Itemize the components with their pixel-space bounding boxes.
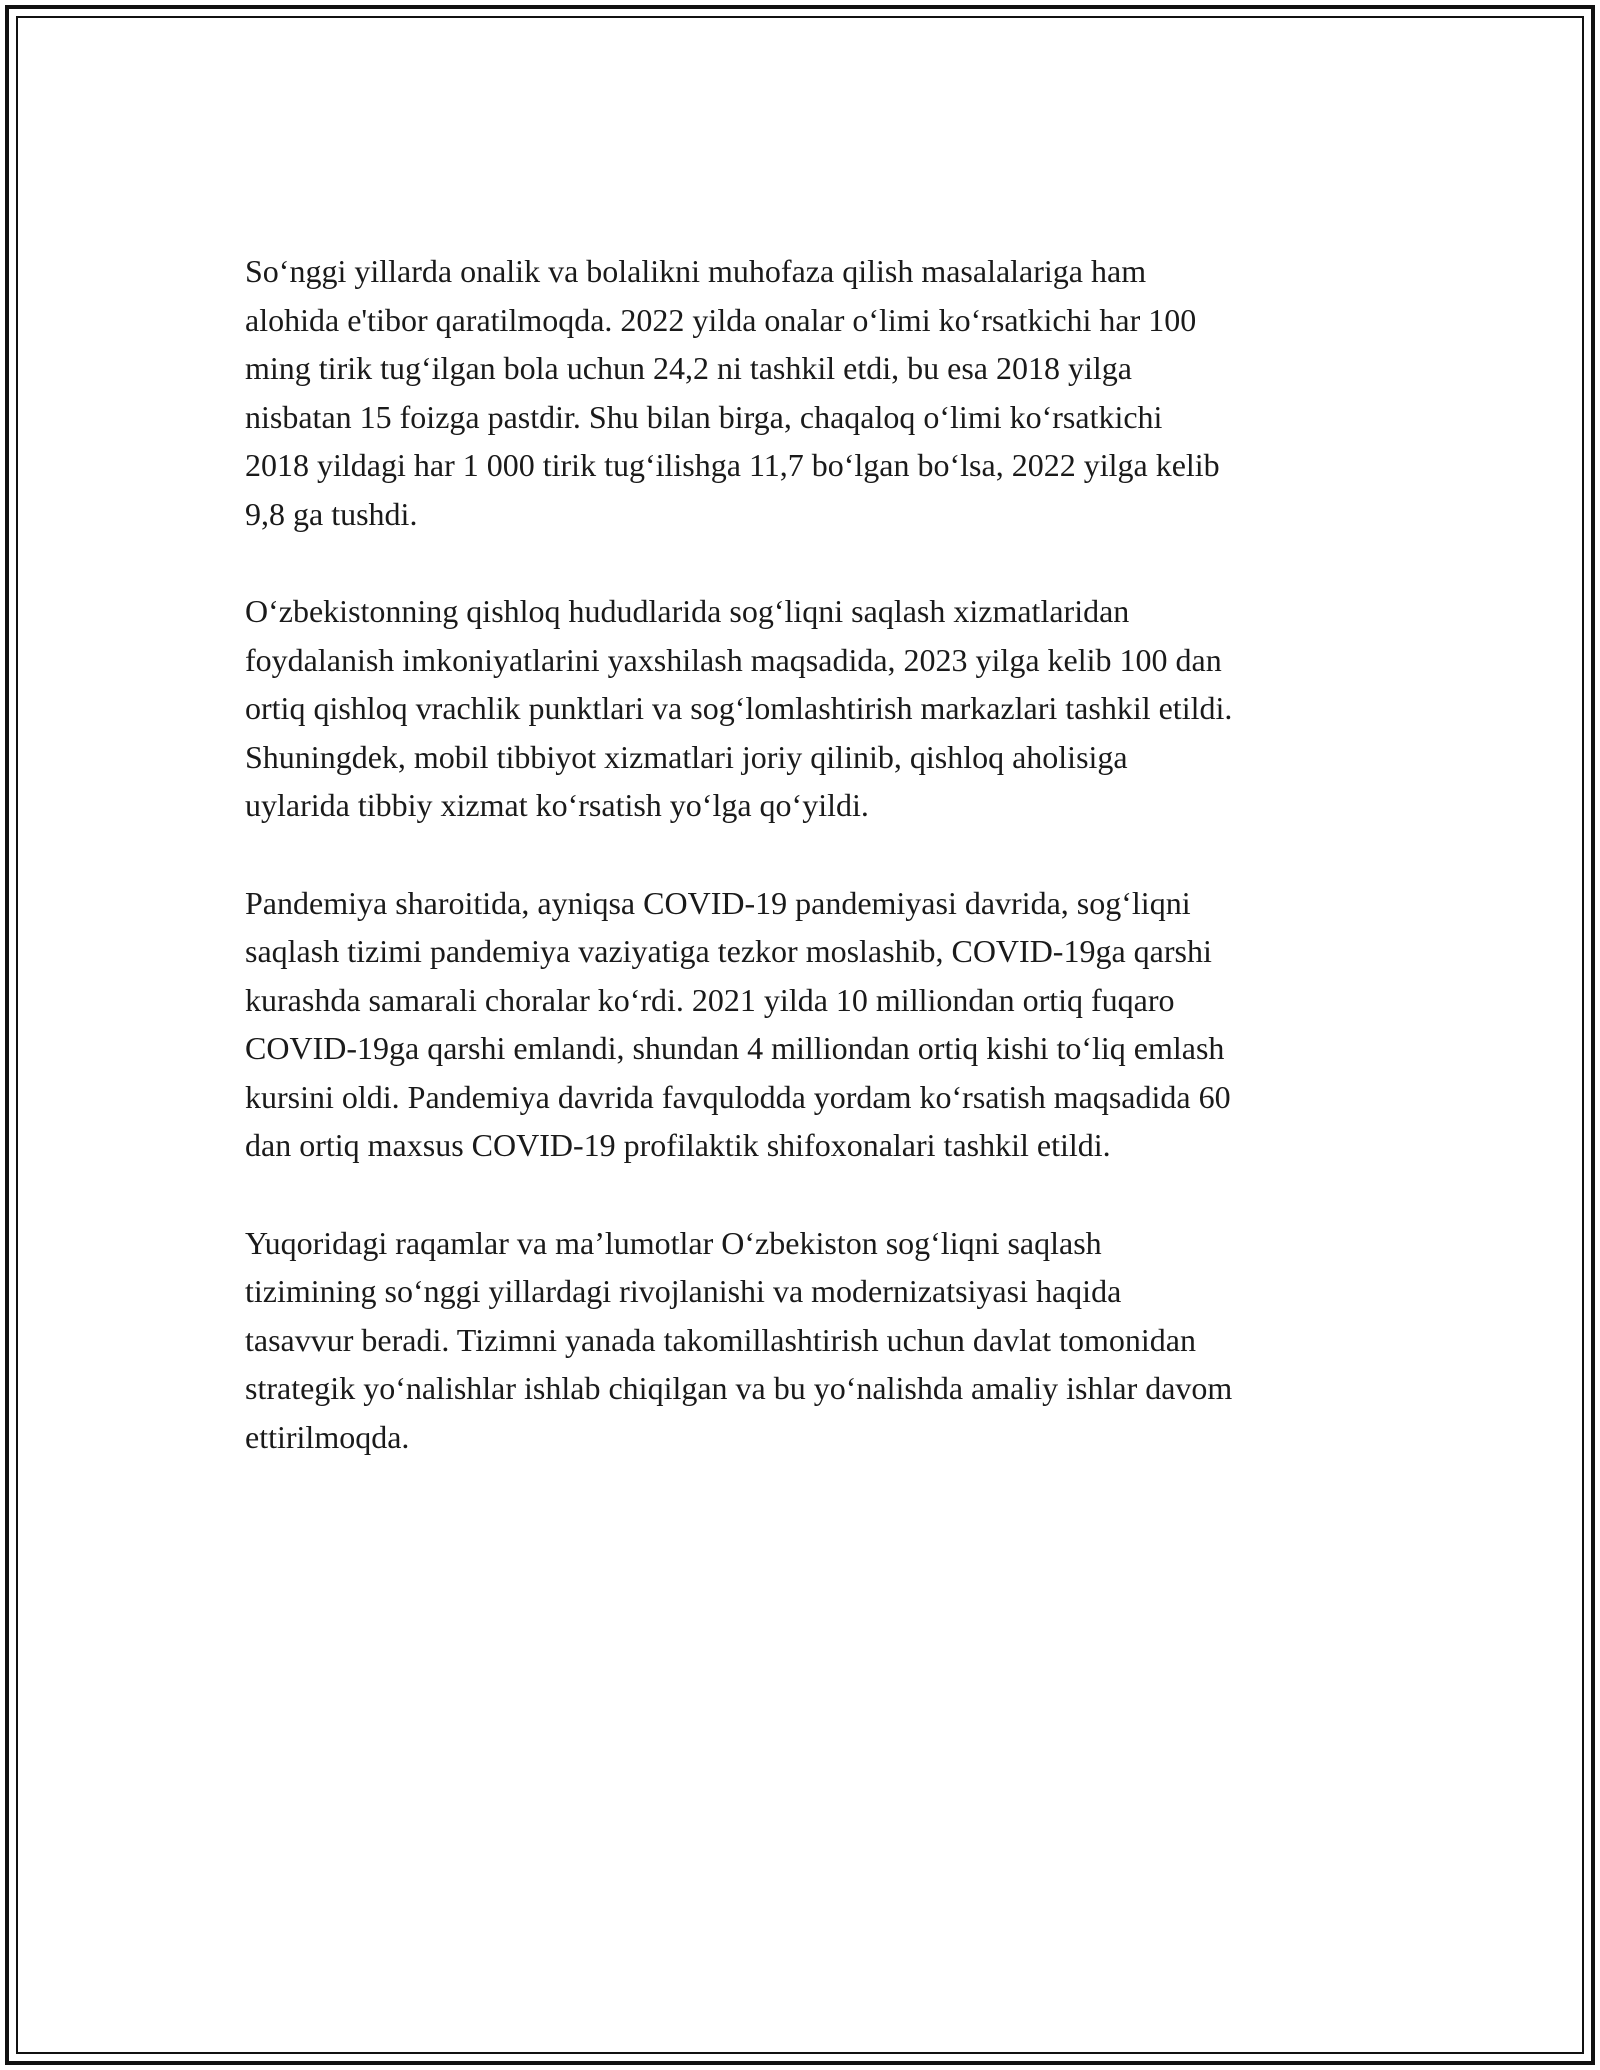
paragraph-rural-healthcare: O‘zbekistonning qishloq hududlarida sog‘liqni saqlash xizmatlaridan foydalanish imkoniyatlarini yaxshilash maqsadida, 2023 yilga kelib 100 dan ortiq qishloq vrachlik punktlari va sog‘lomlashtirish markazlari tashkil etildi. Shuningdek, mobil tibbiyot xizmatlari joriy qilinib, qishloq aholisiga uylarida tibbiy xizmat ko‘rsatish yo‘lga qo‘yildi.	[245, 593, 1233, 823]
paragraph-covid-19-response: Pandemiya sharoitida, ayniqsa COVID-19 pandemiyasi davrida, sog‘liqni saqlash tizimi pandemiya vaziyatiga tezkor moslashib, COVID-19ga qarshi kurashda samarali choralar ko‘rdi. 2021 yilda 10 milliondan ortiq fuqaro COVID-19ga qarshi emlandi, shundan 4 milliondan ortiq kishi to‘liq emlash kursini oldi. Pandemiya davrida favqulodda yordam ko‘rsatish maqsadida 60 dan ortiq maxsus COVID-19 profilaktik shifoxonalari tashkil etildi.	[245, 884, 1231, 1163]
page-border	[5, 5, 1595, 2065]
paragraph-maternal-child-health: So‘nggi yillarda onalik va bolalikni muhofaza qilish masalalariga ham alohida e'tibor qaratilmoqda. 2022 yilda onalar o‘limi ko‘rsatkichi har 100 ming tirik tug‘ilgan bola uchun 24,2 ni tashkil etdi, bu esa 2018 yilga nisbatan 15 foizga pastdir. Shu bilan birga, chaqaloq o‘limi ko‘rsatkichi 2018 yildagi har 1 000 tirik tug‘ilishga 11,7 bo‘lgan bo‘lsa, 2022 yilga kelib 9,8 ga tushdi.	[245, 253, 1220, 532]
paragraph-conclusion: Yuqoridagi raqamlar va ma’lumotlar O‘zbekiston sog‘liqni saqlash tizimining so‘nggi yillardagi rivojlanishi va modernizatsiyasi haqida tasavvur beradi. Tizimni yanada takomillashtirish uchun davlat tomonidan strategik yo‘nalishlar ishlab chiqilgan va bu yo‘nalishda amaliy ishlar davom ettirilmoqda.	[245, 1224, 1233, 1455]
document-body	[245, 247, 1395, 1510]
